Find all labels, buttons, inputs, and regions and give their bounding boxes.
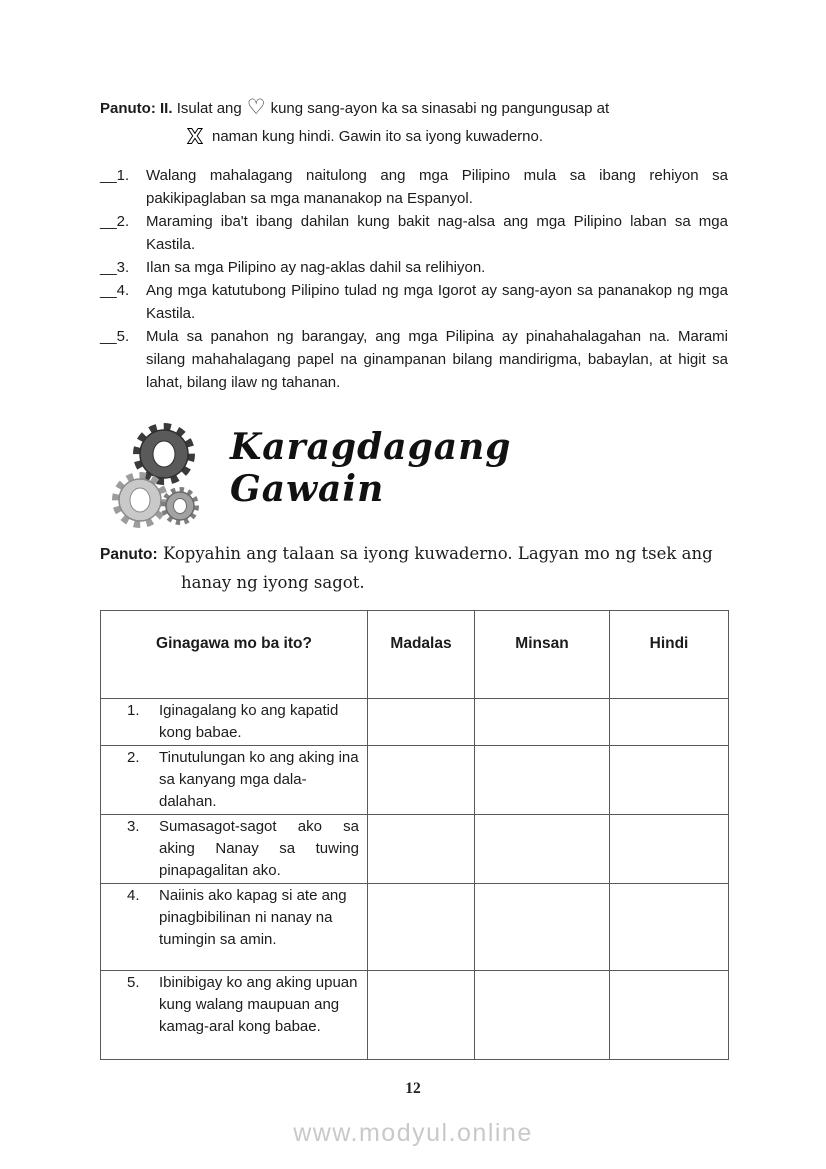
instr2-line2 bbox=[100, 569, 730, 597]
table-header-row bbox=[101, 611, 729, 699]
instructions-part2 bbox=[100, 92, 660, 151]
instructions-line1 bbox=[100, 92, 660, 123]
item-number: __5. bbox=[100, 328, 130, 345]
question-cell bbox=[101, 815, 368, 884]
answer-cell-madalas bbox=[368, 971, 475, 1060]
answer-cell-hindi bbox=[610, 971, 729, 1060]
panuto-numeral: II. bbox=[160, 100, 173, 117]
answer-cell-minsan bbox=[475, 884, 610, 971]
item-text: Mula sa panahon ng barangay, ang mga Pilipina ay pinahahalagahan na. Marami silang mahahalagang papel na ginampanan bilang mandirigma, babaylan, at higit sa lahat, bilang ilaw ng tahanan. bbox=[146, 328, 728, 391]
table-row bbox=[101, 971, 729, 1060]
checklist-table bbox=[100, 610, 729, 1060]
answer-cell-hindi bbox=[610, 884, 729, 971]
answer-cell-hindi bbox=[610, 699, 729, 746]
table-row bbox=[101, 746, 729, 815]
table-row bbox=[101, 699, 729, 746]
heart-outline-icon: ♡ bbox=[246, 95, 266, 119]
row-number: 3. bbox=[127, 818, 140, 835]
column-header-madalas: Madalas bbox=[368, 611, 475, 699]
instr2-line1 bbox=[100, 540, 730, 569]
answer-cell-madalas bbox=[368, 699, 475, 746]
item-text: Ang mga katutubong Pilipino tulad ng mga Igorot ay sang-ayon sa pananakop ng mga Kastila. bbox=[146, 282, 728, 322]
row-text: Sumasagot-sagot ako sa aking Nanay sa tuwing pinapagalitan ako. bbox=[159, 818, 359, 879]
row-number: 5. bbox=[127, 974, 140, 991]
panuto-label: Panuto: bbox=[100, 100, 156, 117]
agree-disagree-list bbox=[100, 164, 728, 394]
gears-icon bbox=[112, 420, 204, 528]
answer-cell-madalas bbox=[368, 884, 475, 971]
instr1-after-heart: kung sang-ayon ka sa sinasabi ng pangungusap at bbox=[270, 100, 610, 117]
gear-mid bbox=[164, 490, 196, 522]
section-header bbox=[112, 420, 672, 528]
list-item bbox=[100, 325, 728, 394]
instr2-text1: Kopyahin ang talaan sa iyong kuwaderno. Lagyan mo ng tsek ang bbox=[162, 544, 713, 563]
row-text: Naiinis ako kapag si ate ang pinagbibilinan ni nanay na tumingin sa amin. bbox=[159, 887, 347, 948]
watermark: www.modyul.online bbox=[293, 1119, 533, 1147]
row-text: Ibinibigay ko ang aking upuan kung walang maupuan ang kamag-aral kong babae. bbox=[159, 974, 358, 1035]
list-item bbox=[100, 256, 728, 279]
x-mark-icon bbox=[185, 126, 205, 148]
row-number: 1. bbox=[127, 702, 140, 719]
instr1-before-heart: Isulat ang bbox=[176, 100, 242, 117]
column-header-minsan: Minsan bbox=[475, 611, 610, 699]
instructions-checklist bbox=[100, 540, 730, 597]
row-text: Tinutulungan ko ang aking ina sa kanyang mga dala-dalahan. bbox=[159, 749, 359, 810]
instructions-line2 bbox=[100, 123, 660, 151]
row-number: 2. bbox=[127, 749, 140, 766]
list-item bbox=[100, 210, 728, 256]
question-cell bbox=[101, 746, 368, 815]
answer-cell-hindi bbox=[610, 815, 729, 884]
item-number: __2. bbox=[100, 213, 130, 230]
question-cell bbox=[101, 699, 368, 746]
answer-cell-hindi bbox=[610, 746, 729, 815]
svg-text:X: X bbox=[187, 126, 203, 148]
item-number: __4. bbox=[100, 282, 130, 299]
list-item bbox=[100, 164, 728, 210]
answer-cell-minsan bbox=[475, 699, 610, 746]
table-row bbox=[101, 884, 729, 971]
answer-cell-madalas bbox=[368, 815, 475, 884]
column-header-hindi: Hindi bbox=[610, 611, 729, 699]
item-text: Walang mahalagang naitulong ang mga Pilipino mula sa ibang rehiyon sa pakikipaglaban sa mga mananakop na Espanyol. bbox=[146, 167, 728, 207]
column-header-question: Ginagawa mo ba ito? bbox=[101, 611, 368, 699]
item-number: __1. bbox=[100, 167, 130, 184]
list-item bbox=[100, 279, 728, 325]
answer-cell-madalas bbox=[368, 746, 475, 815]
answer-cell-minsan bbox=[475, 815, 610, 884]
table-row bbox=[101, 815, 729, 884]
question-cell bbox=[101, 884, 368, 971]
item-text: Ilan sa mga Pilipino ay nag-aklas dahil sa relihiyon. bbox=[146, 259, 486, 276]
section-title: Karagdagang Gawain bbox=[230, 426, 512, 510]
item-number: __3. bbox=[100, 259, 130, 276]
row-number: 4. bbox=[127, 887, 140, 904]
page-number: 12 bbox=[405, 1080, 421, 1097]
item-text: Maraming iba't ibang dahilan kung bakit nag-alsa ang mga Pilipino laban sa mga Kastila. bbox=[146, 213, 728, 253]
answer-cell-minsan bbox=[475, 971, 610, 1060]
instr1-line2-text: naman kung hindi. Gawin ito sa iyong kuwaderno. bbox=[212, 128, 544, 145]
answer-cell-minsan bbox=[475, 746, 610, 815]
question-cell bbox=[101, 971, 368, 1060]
instr2-text2: hanay ng iyong sagot. bbox=[181, 573, 365, 592]
panuto-label: Panuto: bbox=[100, 546, 158, 563]
row-text: Iginagalang ko ang kapatid kong babae. bbox=[159, 702, 339, 741]
